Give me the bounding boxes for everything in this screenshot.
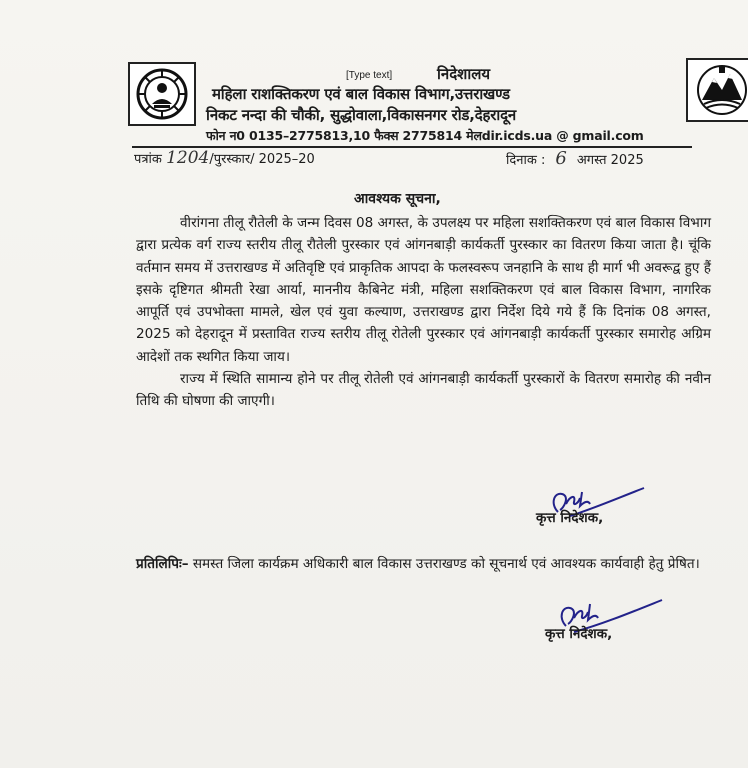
copy-to-text: समस्त जिला कार्यक्रम अधिकारी बाल विकास उत्तराखण्ड को सूचनार्थ एवं आवश्यक कार्यवाही हेतु प्रेषित। [192, 556, 700, 572]
handwritten-date-day: 6 [555, 148, 567, 169]
contact-line: फोन न0 0135–2775813,10 फैक्स 2775814 मेलdir.icds.ua @ gmail.com [206, 128, 644, 143]
copy-signatory-title: कृत्त निदेशक, [545, 626, 613, 642]
reference-label: पत्रांक [134, 152, 162, 167]
type-text-placeholder: [Type text] [346, 70, 393, 81]
reference-number [134, 148, 315, 168]
notice-paragraph: वीरांगना तीलू रौतेली के जन्म दिवस 08 अगस्त, के उपलक्ष्य पर महिला सशक्तिकरण एवं बाल विकास विभाग द्वारा प्रत्येक वर्ग राज्य स्तरीय तीलू रौतेली पुरस्कार एवं आंगनबाड़ी कार्यकर्ती पुरस्कार का वितरण किया जाता है। चूंकि वर्तमान समय में उत्तराखण्ड में अतिवृष्टि एवं प्राकृतिक आपदा के फलस्वरूप जनहानि के साथ ही मार्ग भी अवरूद्व हुए हैं इसके दृष्टिगत श्रीमती रेखा आर्या, माननीय कैबिनेट मंत्री, महिला सशक्तिकरण एवं बाल विकास विभाग, नागरिक आपूर्ति एवं उपभोक्ता मामले, खेल एवं युवा कल्याण, उत्तराखण्ड द्वारा निर्देश दिये गये हैं कि दिनांक 08 अगस्त, 2025 को देहरादून में प्रस्तावित राज्य स्तरीय तीलू रोतेली पुरस्कार एवं आंगनबाड़ी कार्यकर्ती पुरस्कार समारोह अग्रिम आदेशों तक स्थगित किया जाय। [136, 215, 711, 365]
date-month-year: अगस्त 2025 [576, 153, 644, 168]
signatory-title: कृत्त निदेशक, [536, 510, 604, 526]
date-label: दिनाक : [506, 153, 546, 168]
office-name: निदेशालय [437, 65, 491, 83]
notice-title: आवश्यक सूचना, [354, 191, 441, 207]
department-name: महिला राशक्तिकरण एवं बाल विकास विभाग,उत्तराखण्ड [212, 85, 510, 103]
government-seal-logo [128, 62, 196, 126]
notice-paragraph: राज्य में स्थिति सामान्य होने पर तीलू रोतेली एवं आंगनबाड़ी कार्यकर्ती पुरस्कारों के वितरण समारोह की नवीन तिथि की घोषणा की जाएगी। [136, 371, 711, 410]
office-address: निकट नन्दा की चौकी, सुद्धोवाला,विकासनगर रोड,देहरादून [206, 106, 516, 124]
handwritten-reference-number: 1204 [166, 148, 210, 168]
copy-to-section [136, 553, 711, 576]
uttarakhand-emblem-logo [686, 58, 748, 122]
copy-to-label: प्रतिलिपिः– [136, 556, 189, 572]
reference-suffix: /पुरस्कार/ 2025–20 [209, 152, 315, 167]
letter-date [506, 148, 644, 169]
notice-body [136, 212, 711, 413]
